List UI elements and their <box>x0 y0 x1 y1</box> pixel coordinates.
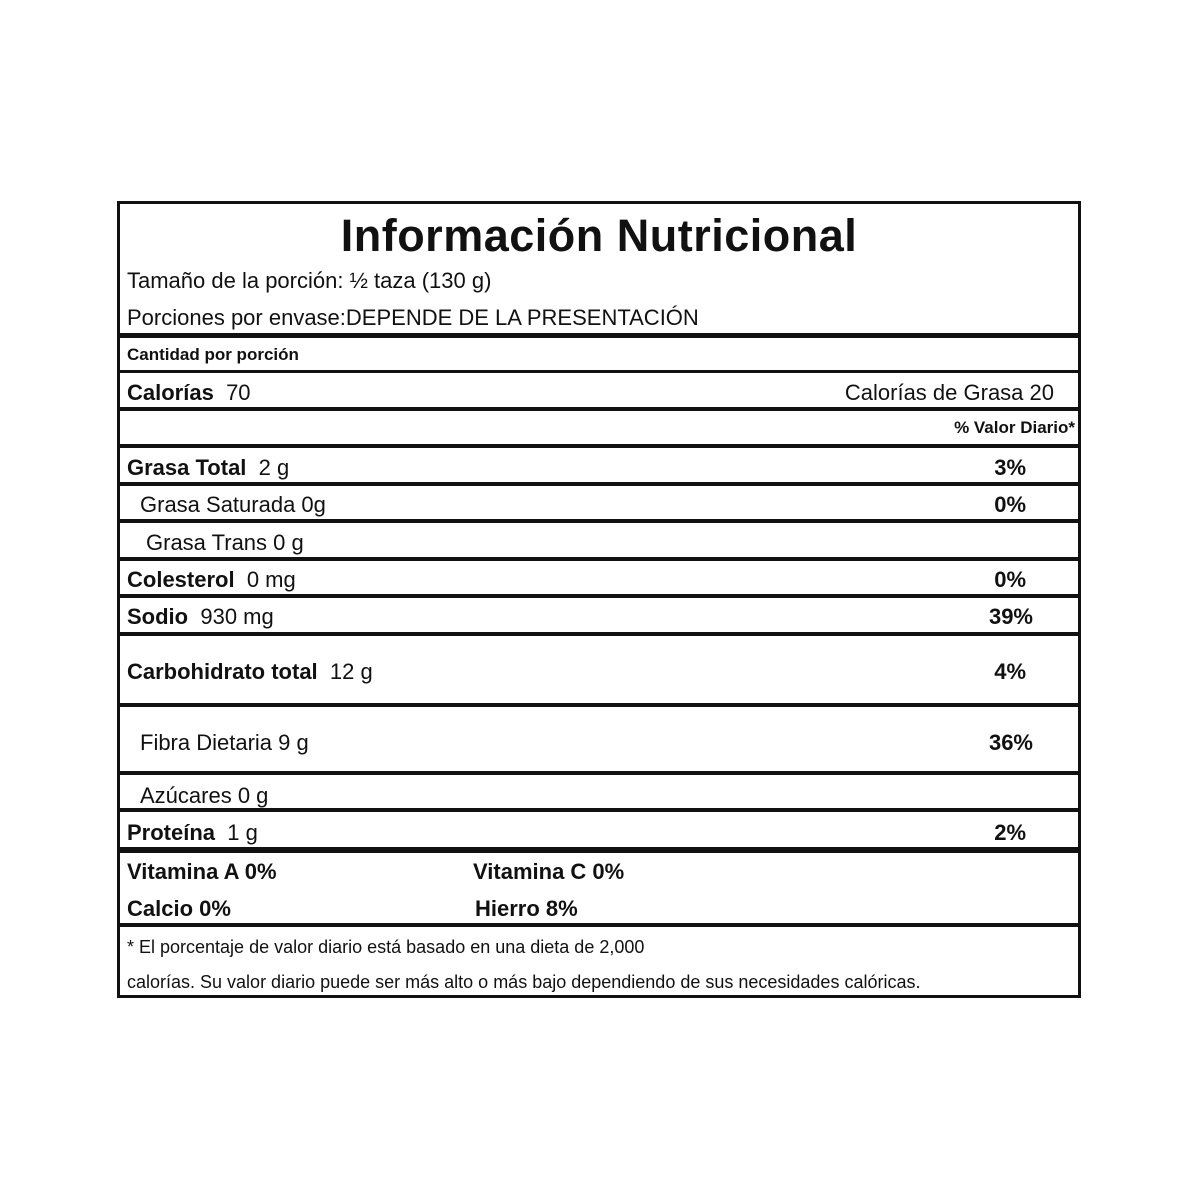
nutrient-name: Grasa Total <box>127 455 247 480</box>
nutrient-amount: 1 g <box>227 820 258 845</box>
nutrition-facts-panel <box>117 201 1081 998</box>
nutrient-row-sodium <box>127 604 274 630</box>
nutrient-name: Sodio <box>127 604 189 629</box>
vitamin-c: Vitamina C 0% <box>473 859 625 884</box>
divider <box>120 519 1078 523</box>
nutrient-row-cholesterol <box>127 567 296 593</box>
footnote-line-2: calorías. Su valor diario puede ser más alto o más bajo dependiendo de sus necesidades calóricas. <box>127 972 921 992</box>
nutrient-name: Proteína <box>127 820 216 845</box>
footnote-line-1: * El porcentaje de valor diario está basado en una dieta de 2,000 <box>127 937 645 957</box>
calories-row <box>127 380 251 406</box>
nutrient-amount: 12 g <box>329 659 373 684</box>
calories-from-fat: Calorías de Grasa 20 <box>844 380 1054 405</box>
nutrient-dv: 0% <box>994 567 1026 592</box>
nutrient-row-saturated-fat: Grasa Saturada 0g <box>140 492 326 517</box>
label-title: Información Nutricional <box>340 210 858 261</box>
divider <box>120 444 1078 448</box>
nutrient-dv: 39% <box>988 604 1033 629</box>
nutrient-amount: 2 g <box>258 455 290 480</box>
nutrient-dv: 0% <box>994 492 1026 517</box>
vitamin-a: Vitamina A 0% <box>127 859 277 884</box>
divider <box>120 771 1078 775</box>
nutrient-dv: 2% <box>994 820 1026 845</box>
calcium: Calcio 0% <box>127 896 231 921</box>
nutrient-amount: 0 mg <box>246 567 296 592</box>
nutrient-dv: 36% <box>988 730 1033 755</box>
divider-thick <box>120 847 1078 853</box>
divider-thick <box>120 333 1078 338</box>
nutrient-name: Carbohidrato total <box>127 659 318 684</box>
nutrient-name: Colesterol <box>127 567 235 592</box>
nutrient-row-total-carbohydrate <box>127 659 373 685</box>
nutrient-dv: 3% <box>994 455 1026 480</box>
nutrient-row-trans-fat: Grasa Trans 0 g <box>146 530 304 555</box>
nutrient-dv: 4% <box>994 659 1026 684</box>
nutrient-row-protein <box>127 820 258 846</box>
divider <box>120 594 1078 598</box>
serving-size: Tamaño de la porción: ½ taza (130 g) <box>127 268 492 293</box>
divider <box>120 703 1078 707</box>
divider <box>120 482 1078 486</box>
divider <box>120 407 1078 411</box>
nutrient-amount: 930 mg <box>200 604 274 629</box>
divider <box>120 808 1078 812</box>
nutrient-row-total-fat <box>127 455 289 481</box>
divider <box>120 923 1078 927</box>
calories-label: Calorías <box>127 380 214 405</box>
divider <box>120 632 1078 636</box>
calories-value: 70 <box>226 380 251 405</box>
nutrient-row-dietary-fiber: Fibra Dietaria 9 g <box>140 730 309 755</box>
amount-per-serving: Cantidad por porción <box>127 345 299 364</box>
divider <box>120 370 1078 373</box>
iron: Hierro 8% <box>475 896 578 921</box>
divider <box>120 557 1078 561</box>
servings-per-container: Porciones por envase:DEPENDE DE LA PRESENTACIÓN <box>127 305 699 330</box>
daily-value-header: % Valor Diario* <box>954 418 1075 437</box>
nutrient-row-sugars: Azúcares 0 g <box>140 783 269 808</box>
